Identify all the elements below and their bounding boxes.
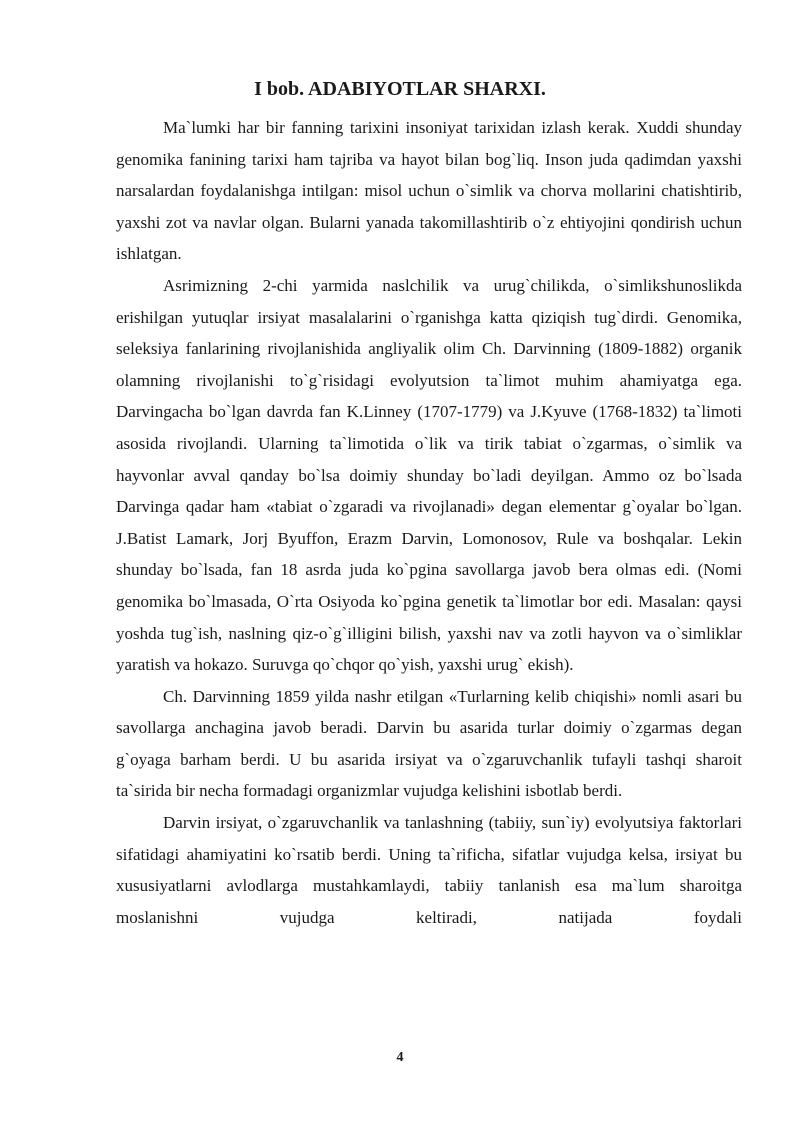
paragraph-origin-of-species: Ch. Darvinning 1859 yilda nashr etilgan «Turlarning kelib chiqishi» nomli asari bu savollarga anchagina javob beradi. Darvin bu asarida turlar doimiy o`zgarmas degan g`oyaga barham berdi. U bu asarida irsiyat va o`zgaruvchanlik tufayli tashqi sharoit ta`sirida bir necha formadagi organizmlar vujudga kelishini isbotlab berdi. (116, 686, 742, 801)
chapter-title: I bob. ADABIYOTLAR SHARXI. (254, 78, 546, 100)
page-number: 4 (396, 1050, 404, 1065)
paragraph-history: Asrimizning 2-chi yarmida naslchilik va urug`chilikda, o`simlikshunoslikda erishilgan yutuqlar irsiyat masalalarini o`rganishga katta qiziqish tug`dirdi. Genomika, seleksiya fanlarining rivojlanishida angliyalik olim Ch. Darvinning (1809-1882) organik olamning rivojlanishi to`g`risidagi evolyutsion ta`limot muhim ahamiyatga ega. Darvingacha bo`lgan davrda fan K.Linney (1707-1779) va J.Kyuve (1768-1832) ta`limoti asosida rivojlandi. Ularning ta`limotida o`lik va tirik tabiat o`zgarmas, o`simlik va hayvonlar avval qanday bo`lsa doimiy shunday bo`ladi deyilgan. Ammo oz bo`lsada Darvinga qadar ham «tabiat o`zgaradi va rivojlanadi» degan elementar g`oyalar bo`lgan. J.Batist Lamark, Jorj Byuffon, Erazm Darvin, Lomonosov, Rule va boshqalar. Lekin shunday bo`lsada, fan 18 asrda juda ko`pgina savollarga javob bera olmas edi. (Nomi genomika bo`lmasada, O`rta Osiyoda ko`pgina genetik ta`limotlar bor edi. Masalan: qaysi yoshda tug`ish, naslning qiz-o`g`illigini bilish, yaxshi nav va zotli hayvon va o`simliklar yaratish va hokazo. Suruvga qo`chqor qo`yish, yaxshi urug` ekish). (116, 275, 742, 675)
paragraph-intro: Ma`lumki har bir fanning tarixini insoniyat tarixidan izlash kerak. Xuddi shunday genomika fanining tarixi ham tajriba va hayot bilan bog`liq. Inson juda qadimdan yaxshi narsalardan foydalanishga intilgan: misol uchun o`simlik va chorva mollarini chatishtirib, yaxshi zot va navlar olgan. Bularni yanada takomillashtirib o`z ehtiyojini qondirish uchun ishlatgan. (116, 118, 742, 264)
body-text (116, 112, 742, 933)
paragraph-evolution-factors: Darvin irsiyat, o`zgaruvchanlik va tanlashning (tabiiy, sun`iy) evolyutsiya faktorlari sifatidagi ahamiyatini ko`rsatib berdi. Uning ta`rificha, sifatlar vujudga kelsa, irsiyat bu xususiyatlarni avlodlarga mustahkamlaydi, tabiiy tanlanish esa ma`lum sharoitga moslanishni vujudga keltiradi, natijada foydali (116, 813, 742, 927)
